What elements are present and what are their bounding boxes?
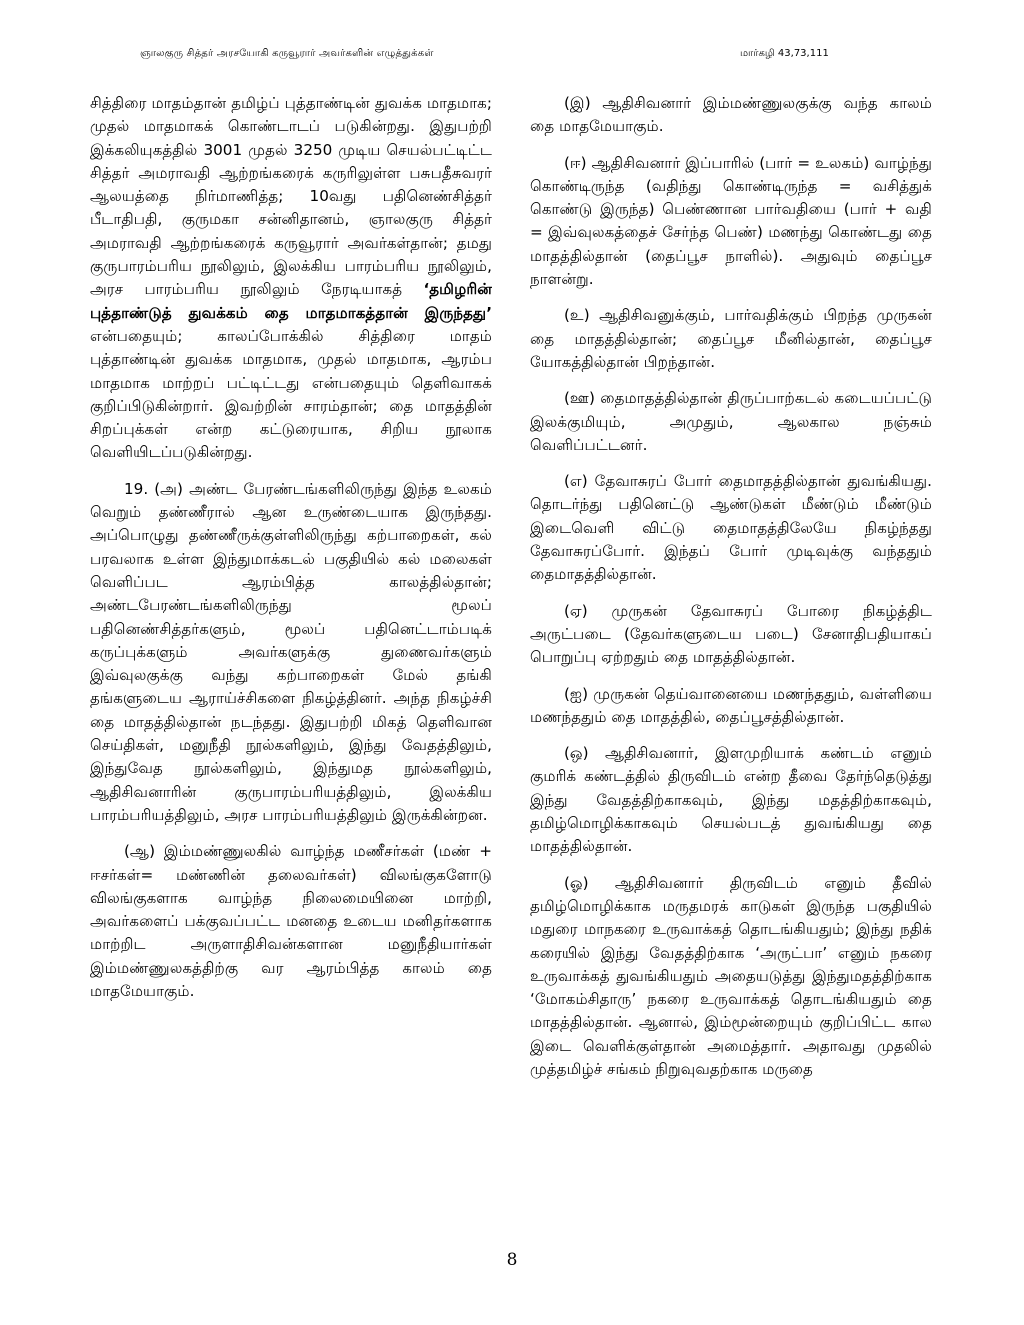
paragraph-19ai: (ஐ) முருகன் தெய்வானையை மணந்ததும், வள்ளியை மணந்ததும் தை மாதத்தில், தைப்பூசத்தில்தான். bbox=[530, 684, 932, 726]
left-column bbox=[90, 92, 492, 1016]
page-number: 8 bbox=[506, 1250, 518, 1270]
paragraph-19uu: (ஊ) தைமாதத்தில்தான் திருப்பாற்கடல் கடையப்பட்டு இலக்குமியும், அமுதும், ஆலகால நஞ்சும் வெளிப்பட்டனர். bbox=[530, 389, 932, 454]
paragraph-19i: (இ) ஆதிசிவனார் இம்மண்ணுலகுக்கு வந்த காலம் தை மாதமேயாகும். bbox=[530, 94, 932, 136]
right-column bbox=[530, 92, 932, 1094]
paragraph-intro-bold-quote: ‘தமிழரின் புத்தாண்டுத் துவக்கம் தை மாதமாகத்தான் இருந்தது’ bbox=[90, 280, 492, 322]
paragraph-19a: 19. (அ) அண்ட பேரண்டங்களிலிருந்து இந்த உலகம் வெறும் தண்ணீரால் ஆன உருண்டையாக இருந்தது. அப்பொழுது தண்ணீருக்குள்ளிலிருந்து கற்பாறைகள், கல் பரவலாக உள்ள இந்துமாக்கடல் பகுதியில் கல் மலைகள் வெளிப்பட ஆரம்பித்த காலத்தில்தான்; அண்டபேரண்டங்களிலிருந்து மூலப் பதினெண்சித்தர்களும், மூலப் பதினெட்டாம்படிக் கருப்புக்களும் அவர்களுக்கு துணைவர்களும் இவ்வுலகுக்கு வந்து கற்பாறைகள் மேல் தங்கி தங்களுடைய ஆராய்ச்சிகளை நிகழ்த்தினர். அந்த நிகழ்ச்சி தை மாதத்தில்தான் நடந்தது. இதுபற்றி மிகத் தெளிவான செய்திகள், மனுநீதி நூல்களிலும், இந்து வேதத்திலும், இந்துவேத நூல்களிலும், இந்துமத நூல்களிலும், ஆதிசிவனாரின் குருபாரம்பரியத்திலும், இலக்கிய பாரம்பரியத்திலும், அரச பாரம்பரியத்திலும் இருக்கின்றன. bbox=[90, 479, 492, 824]
paragraph-19u: (உ) ஆதிசிவனுக்கும், பார்வதிக்கும் பிறந்த முருகன் தை மாதத்தில்தான்; தைப்பூச மீனில்தான், தைப்பூச யோகத்தில்தான் பிறந்தான். bbox=[530, 306, 932, 371]
running-header-title: ஞாலகுரு சித்தர் அரசயோகி கருவூரார் அவர்களின் எழுத்துக்கள் bbox=[140, 48, 434, 59]
paragraph-19o: (ஒ) ஆதிசிவனார், இளமுறியாக் கண்டம் எனும் குமரிக் கண்டத்தில் திருவிடம் என்ற தீவை தேர்ந்தெடுத்து இந்து வேதத்திற்காகவும், இந்து மதத்திற்காகவும், தமிழ்மொழிக்காகவும் செயல்படத் துவங்கியது தை மாதத்தில்தான். bbox=[530, 744, 932, 856]
running-header-date: மார்கழி 43,73,111 bbox=[740, 48, 829, 59]
paragraph-intro-text-a: சித்திரை மாதம்தான் தமிழ்ப் புத்தாண்டின் துவக்க மாதமாக; முதல் மாதமாகக் கொண்டாடப் படுகின்றது. இதுபற்றி இக்கலியுகத்தில் 3001 முதல் 3250 முடிய செயல்பட்டிட்ட சித்தர் அமராவதி ஆற்றங்கரைக் கருரிலுள்ள பசுபதீசுவரர் ஆலயத்தை நிர்மாணித்த; 10வது பதினெண்சித்தர் பீடாதிபதி, குருமகா சன்னிதானம், ஞாலகுரு சித்தர் அமராவதி ஆற்றங்கரைக் கருவூரார் அவர்கள்தான்; தமது குருபாரம்பரிய நூலிலும், இலக்கிய பாரம்பரிய நூலிலும், அரச பாரம்பரிய நூலிலும் நேரடியாகத் bbox=[90, 94, 492, 299]
paragraph-19e: (எ) தேவாசுரப் போர் தைமாதத்தில்தான் துவங்கியது. தொடர்ந்து பதினெட்டு ஆண்டுகள் மீண்டும் மீண்டும் இடைவெளி விட்டு தைமாதத்திலேயே நிகழ்ந்தது தேவாசுரப்போர். இந்தப் போர் முடிவுக்கு வந்ததும் தைமாதத்தில்தான். bbox=[530, 472, 932, 584]
paragraph-19ii: (ஈ) ஆதிசிவனார் இப்பாரில் (பார் = உலகம்) வாழ்ந்து கொண்டிருந்த (வதிந்து கொண்டிருந்த = வசித்துக் கொண்டு இருந்த) பெண்ணான பார்வதியை (பார் + வதி = இவ்வுலகத்தைச் சேர்ந்த பெண்) மணந்து கொண்டது தை மாதத்தில்தான் (தைப்பூச நாளில்). அதுவும் தைப்பூச நாளன்று. bbox=[530, 153, 932, 289]
paragraph-19ee: (ஏ) முருகன் தேவாசுரப் போரை நிகழ்த்திட அருட்படை (தேவர்களுடைய படை) சேனாதிபதியாகப் பொறுப்பு ஏற்றதும் தை மாதத்தில்தான். bbox=[530, 601, 932, 667]
paragraph-intro-text-b: என்பதையும்; காலப்போக்கில் சித்திரை மாதம் புத்தாண்டின் துவக்க மாதமாக, முதல் மாதமாக, ஆரம்ப மாதமாக மாற்றப் பட்டிட்டது என்பதையும் தெளிவாகக் குறிப்பிடுகின்றார். இவற்றின் சாரம்தான்; தை மாதத்தின் சிறப்புக்கள் என்ற கட்டுரையாக, சிறிய நூலாக வெளியிடப்படுகின்றது. bbox=[90, 326, 492, 462]
paragraph-intro bbox=[90, 92, 492, 465]
paragraph-19aa: (ஆ) இம்மண்ணுலகில் வாழ்ந்த மணீசர்கள் (மண் + ஈசர்கள்= மண்ணின் தலைவர்கள்) விலங்குகளோடு விலங்குகளாக வாழ்ந்த நிலைமையினை மாற்றி, அவர்களைப் பக்குவப்பட்ட மனதை உடைய மனிதர்களாக மாற்றிட அருளாதிசிவன்களான மனுநீதியார்கள் இம்மண்ணுலகத்திற்கு வர ஆரம்பித்த காலம் தை மாதமேயாகும். bbox=[90, 842, 492, 1000]
paragraph-19oo: (ஓ) ஆதிசிவனார் திருவிடம் எனும் தீவில் தமிழ்மொழிக்காக மருதமரக் காடுகள் இருந்த பகுதியில் மதுரை மாநகரை உருவாக்கத் தொடங்கியதும்; இந்து நதிக் கரையில் இந்து வேதத்திற்காக ‘அருட்பா’ எனும் நகரை உருவாக்கத் துவங்கியதும் அதையடுத்து இந்துமதத்திற்காக ‘மோகம்சிதாரு’ நகரை உருவாக்கத் தொடங்கியதும் தை மாதத்தில்தான். ஆனால், இம்மூன்றையும் குறிப்பிட்ட கால இடை வெளிக்குள்தான் அமைத்தார். அதாவது முதலில் முத்தமிழ்ச் சங்கம் நிறுவுவதற்காக மருதை bbox=[530, 873, 932, 1078]
